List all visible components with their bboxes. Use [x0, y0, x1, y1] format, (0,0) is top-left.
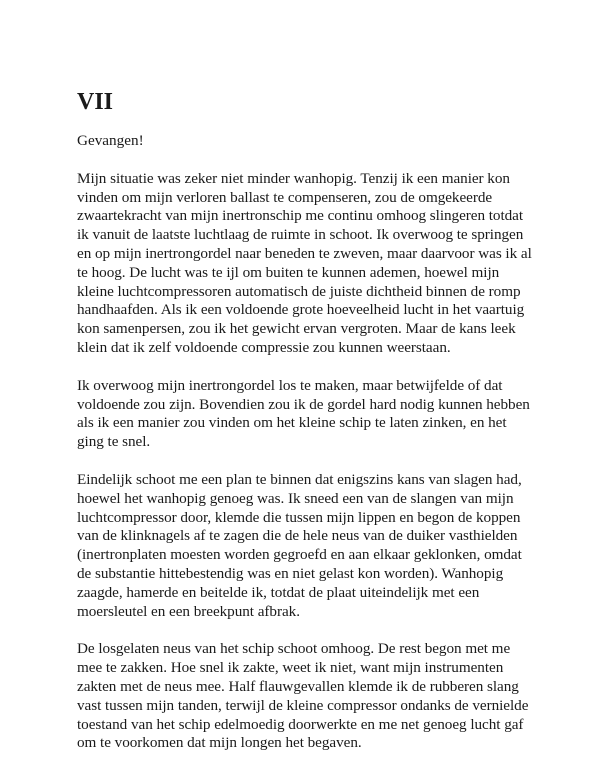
chapter-heading: VII: [77, 89, 114, 115]
paragraph-2: Ik overwoog mijn inertrongordel los te maken, maar betwijfelde of dat voldoende zou zijn. Bovendien zou ik de gordel hard nodig kunnen hebben als ik een manier zou vinden om het kleine schip te laten zinken, en het ging te snel.: [77, 376, 530, 451]
page-content: [77, 88, 557, 772]
paragraph-4: De losgelaten neus van het schip schoot omhoog. De rest begon met me mee te zakken. Hoe snel ik zakte, weet ik niet, want mijn instrumenten zakten met de neus mee. Half flauwgevallen klemde ik de rubberen slang vast tussen mijn tanden, terwijl de kleine compressor ondanks de vernielde toestand van het schip edelmoedig doorwerkte en me net genoeg lucht gaf om te voorkomen dat mijn longen het begaven.: [77, 640, 529, 752]
paragraph-1: Mijn situatie was zeker niet minder wanhopig. Tenzij ik een manier kon vinden om mijn verloren ballast te compenseren, zou de omgekeerde zwaartekracht van mijn inertronschip me continu omhoog slingeren totdat ik vanuit de laatste luchtlaag de ruimte in schoot. Ik overwoog te springen en op mijn inertrongordel naar beneden te zweven, maar daarvoor was ik al te hoog. De lucht was te ijl om buiten te kunnen ademen, hoewel mijn kleine luchtcompressoren automatisch de juiste dichtheid binnen de romp handhaafden. Als ik een voldoende grote hoeveelheid lucht in het vaartuig kon samenpersen, zou ik het gewicht ervan vergroten. Maar de kans leek klein dat ik zelf voldoende compressie zou kunnen weerstaan.: [77, 169, 532, 356]
chapter-subtitle: Gevangen!: [77, 132, 144, 149]
paragraph-3: Eindelijk schoot me een plan te binnen dat enigszins kans van slagen had, hoewel het wanhopig genoeg was. Ik sneed een van de slangen van mijn luchtcompressor door, klemde die tussen mijn lippen en begon de koppen van de klinknagels af te zagen die de hele neus van de duiker vasthielden (inertronplaten moesten worden gegroefd en aan elkaar geklonken, omdat de substantie hittebestendig was en niet gelast kon worden). Wanhopig zaagde, hamerde en beitelde ik, totdat de plaat uiteindelijk met een moersleutel en een breekpunt afbrak.: [77, 470, 522, 620]
